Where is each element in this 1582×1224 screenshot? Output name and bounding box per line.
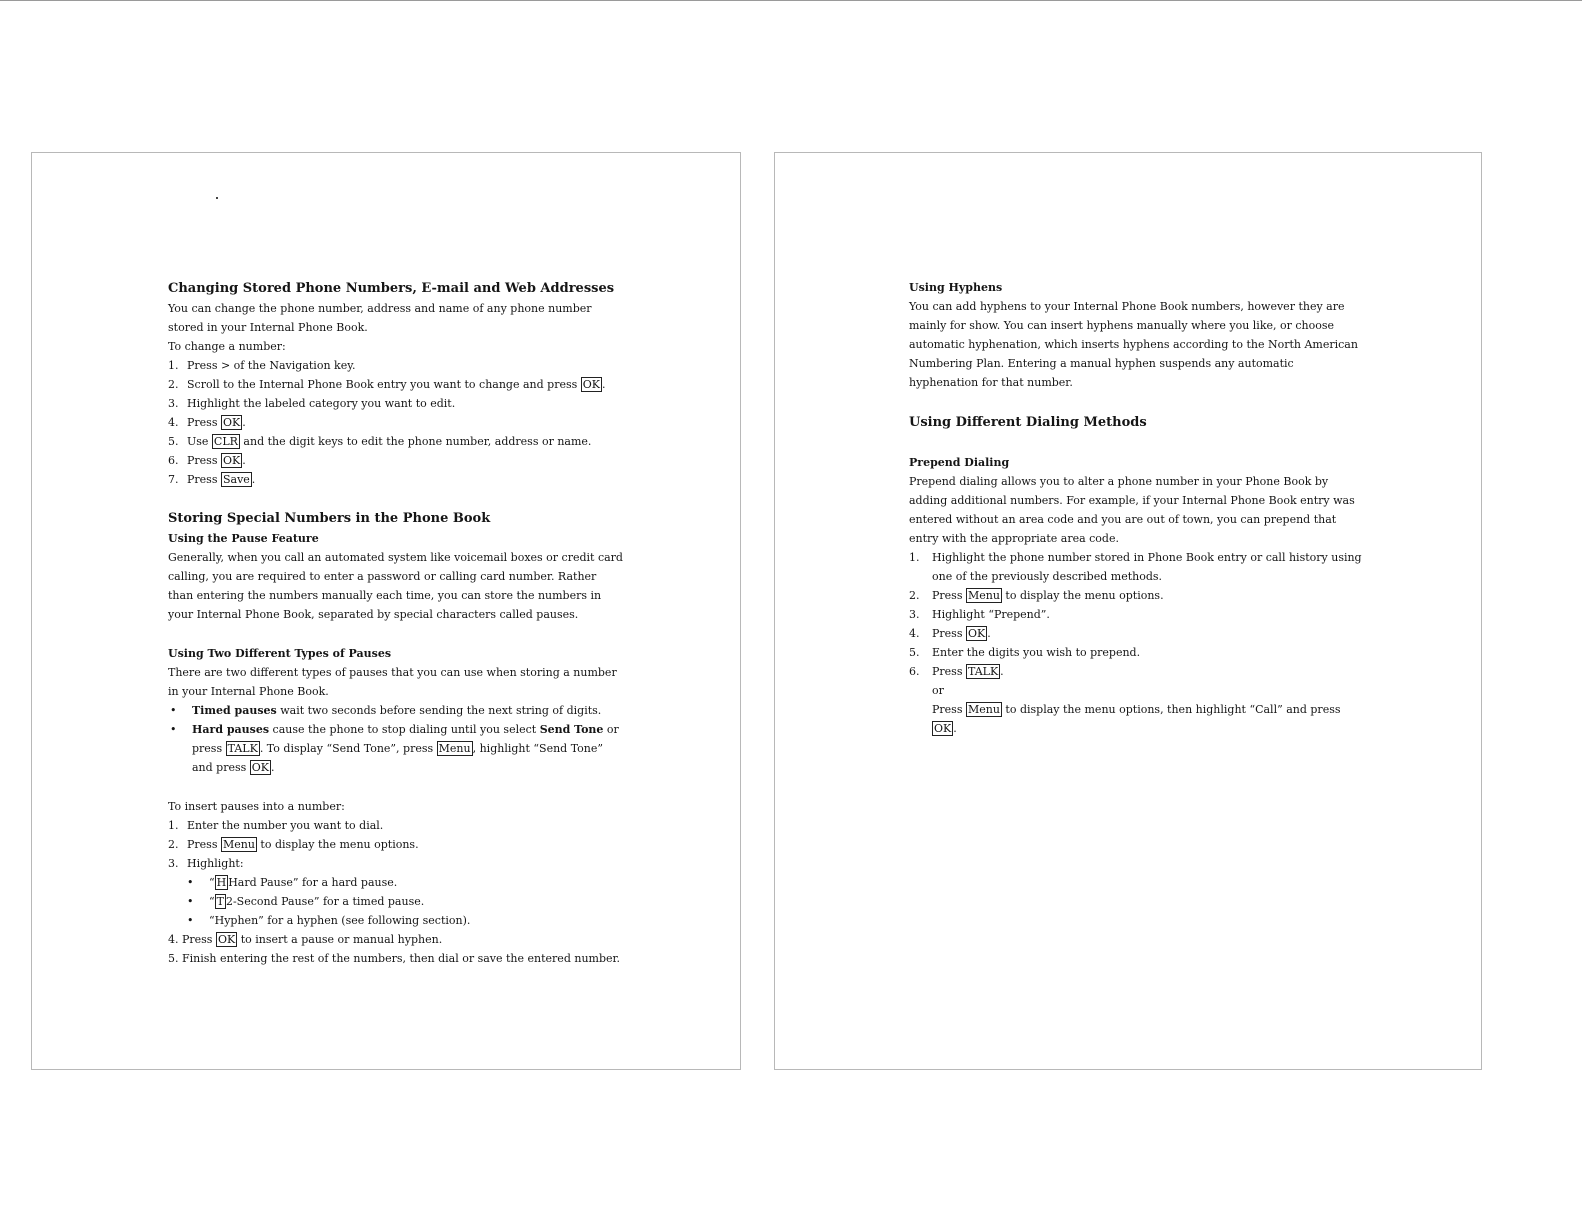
talk-key: TALK [967,665,999,678]
changing-lead: To change a number: [168,340,286,353]
ok-key: OK [934,722,952,735]
menu-key: Menu [438,742,471,755]
right-page [774,152,1482,1070]
prepend-steps [909,548,1364,681]
ok-key: OK [222,454,241,467]
ok-key: OK [582,378,601,391]
talk-key: TALK [227,742,258,755]
list-item: 2. Press Menu to display the menu options. [168,838,419,851]
stray-mark [216,197,218,199]
pause-types-intro: There are two different types of pauses that you can use when storing a number in your Internal Phone Book. [168,666,617,698]
menu-key: Menu [967,703,1000,716]
list-item: 3. Highlight: [168,857,244,870]
bullet-icon: • [187,876,194,889]
pause-feature-body: Generally, when you call an automated system like voicemail boxes or credit card calling, you are required to enter a password or calling card number. Rather than entering the numbers manually each time, you can store the numbers in your Internal Phone Book, separated by special characters called pauses. [168,551,623,621]
left-page [31,152,741,1070]
list-item: 6. Press OK . [168,454,246,467]
top-border [0,0,1582,1]
hyphens-heading: Using Hyphens [909,281,1003,294]
right-page-content [909,278,1364,738]
hyphens-body: You can add hyphens to your Internal Phone Book numbers, however they are mainly for show. You can insert hyphens manually where you like, or choose automatic hyphenation, which inserts hyphens according to the North American Numbering Plan. Entering a manual hyphen suspends any automatic hyphenation for that number. [909,300,1358,389]
menu-key: Menu [222,838,255,851]
pause-types-heading: Using Two Different Types of Pauses [168,647,392,660]
pause-feature-subheading: Using the Pause Feature [168,532,319,545]
ok-key: OK [251,761,270,774]
ok-key: OK [967,627,986,640]
t-key: T [216,895,224,908]
spacer [909,433,1364,453]
list-item: 2. Press Menu to display the menu options. [909,589,1164,602]
list-item: • “ T 2-Second Pause” for a timed pause. [185,892,623,911]
list-item: • Hard pauses cause the phone to stop dialing until you select Send Tone or press TALK . To display “Send Tone”, press Menu , highlight “Send Tone” and press OK . [168,720,623,777]
bullet-icon: • [187,914,194,927]
list-item: 5. Use CLR and the digit keys to edit the phone number, address or name. [168,435,592,448]
list-item: 3. Highlight “Prepend”. [909,608,1050,621]
prepend-body: Prepend dialing allows you to alter a phone number in your Phone Book by adding additional numbers. For example, if your Internal Phone Book entry was entered without an area code and you are out of town, you can prepend that entry with the appropriate area code. [909,475,1355,545]
changing-steps [168,356,623,489]
insert-lead: To insert pauses into a number: [168,800,345,813]
spacer [168,624,623,644]
list-item: • “ H Hard Pause” for a hard pause. [185,873,623,892]
list-item: 5. Enter the digits you wish to prepend. [909,646,1141,659]
list-item: 6. Press TALK . [909,665,1004,678]
alternate-step: Press Menu to display the menu options, then highlight “Call” and press OK . [932,703,1341,735]
bullet-icon: • [170,704,177,717]
left-page-content [168,278,623,968]
insert-step-5: 5. Finish entering the rest of the numbers, then dial or save the entered number. [168,952,621,965]
list-item: 7. Press Save . [168,473,256,486]
highlight-options [168,873,623,930]
changing-heading: Changing Stored Phone Numbers, E-mail and Web Addresses [168,281,615,296]
clr-key: CLR [213,435,238,448]
list-item: 1. Press > of the Navigation key. [168,359,356,372]
spacer [909,392,1364,412]
insert-step-4: 4. Press OK to insert a pause or manual hyphen. [168,933,443,946]
dialing-heading: Using Different Dialing Methods [909,415,1147,430]
pause-types-list [168,701,623,777]
or-label: or [932,684,944,697]
spacer [168,777,623,797]
spacer [168,489,623,508]
list-item: • “Hyphen” for a hyphen (see following section). [185,911,623,930]
menu-key: Menu [967,589,1000,602]
list-item: 3. Highlight the labeled category you want to edit. [168,397,456,410]
bullet-icon: • [187,895,194,908]
list-item: 1. Highlight the phone number stored in Phone Book entry or call history using one of the previously described methods. [909,551,1362,583]
save-key: Save [222,473,250,486]
ok-key: OK [217,933,236,946]
list-item: 4. Press OK . [909,627,991,640]
h-key: H [216,876,227,889]
changing-intro: You can change the phone number, address and name of any phone number stored in your Internal Phone Book. [168,302,592,334]
list-item: 1. Enter the number you want to dial. [168,819,384,832]
storing-heading: Storing Special Numbers in the Phone Book [168,511,491,526]
ok-key: OK [222,416,241,429]
prepend-subheading: Prepend Dialing [909,456,1010,469]
bullet-icon: • [170,723,177,736]
list-item: 2. Scroll to the Internal Phone Book entry you want to change and press OK . [168,378,606,391]
list-item: 4. Press OK . [168,416,246,429]
list-item: • Timed pauses wait two seconds before sending the next string of digits. [168,701,623,720]
